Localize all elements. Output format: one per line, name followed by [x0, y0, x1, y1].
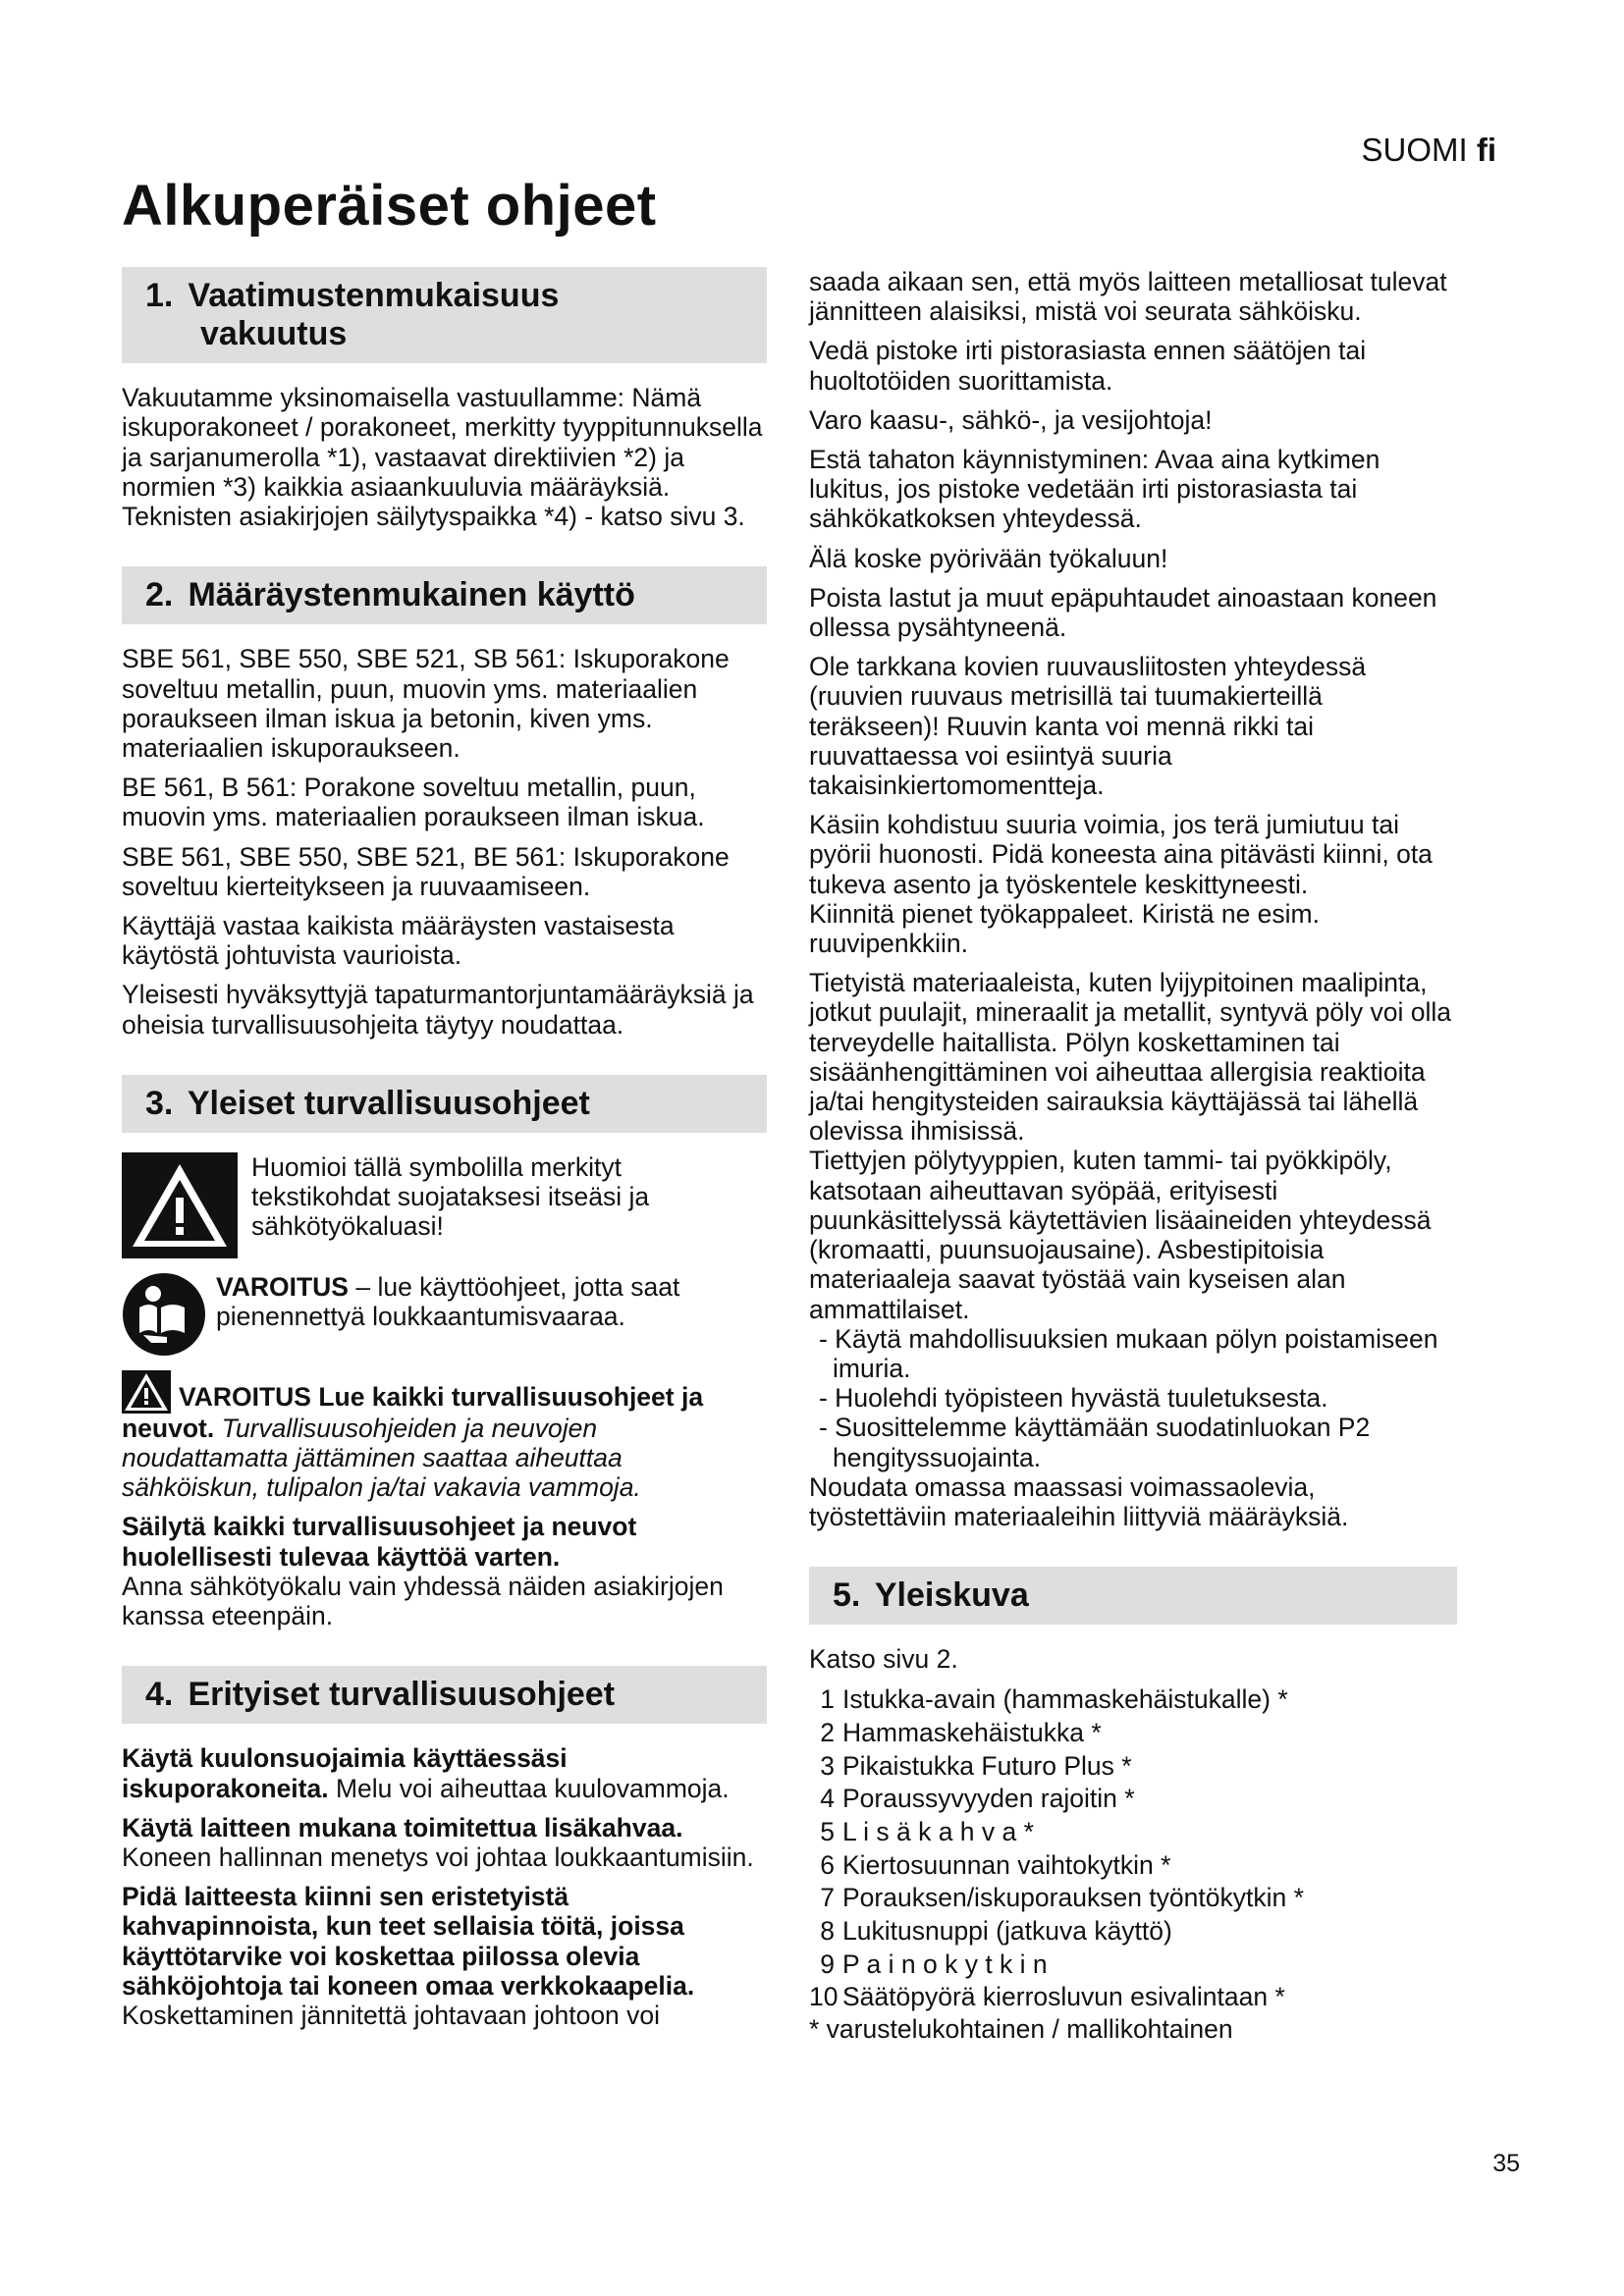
left-column — [122, 267, 767, 2040]
section-title: Erityiset turvallisuusohjeet — [188, 1676, 616, 1714]
safety-paragraph: Poista lastut ja muut epäpuhtaudet ainoastaan koneen ollessa pysähtyneenä. — [809, 582, 1437, 643]
list-item: 5 L i s ä k a h v a * — [820, 1816, 1034, 1846]
list-item: - Huolehdi työpisteen hyvästä tuuletuksesta. — [819, 1383, 1328, 1414]
warning-italic-text: Turvallisuusohjeiden ja neuvojen noudattamatta jättäminen saattaa aiheuttaa sähköiskun, tulipalon ja/tai vakavia vammoja. — [122, 1413, 641, 1503]
safety-paragraph: Käsiin kohdistuu suuria voimia, jos terä jumiutuu tai pyörii huonosti. Pidä koneesta aina pitävästi kiinni, ota tukeva asento ja työskentele keskittyneesti. — [809, 810, 1433, 899]
list-item: 10 Säätöpyörä kierrosluvun esivalintaan * — [809, 1982, 1285, 2012]
section-number: 5. — [833, 1576, 861, 1615]
read-manual-warning — [122, 1272, 767, 1357]
section-number: 2. — [145, 576, 174, 614]
keep-instructions-bold: Säilytä kaikki turvallisuusohjeet ja neuvot huolellisesti tulevaa käyttöä varten. — [122, 1512, 637, 1572]
safety-paragraph — [122, 1743, 767, 1802]
safety-paragraph — [122, 1882, 767, 2030]
section-number: 4. — [145, 1676, 174, 1714]
page-number: 35 — [1492, 2150, 1520, 2177]
conformity-text: Vakuutamme yksinomaisella vastuullamme: Nämä iskuporakoneet / porakoneet, merkitty tyyppitunnuksella ja sarjanumerolla *1), vastaavat direktiivien *2) ja normien *3) kaikkia asiaankuuluvia määräyksiä. Teknisten asiakirjojen säilytyspaikka *4) - katso sivu 3. — [122, 383, 763, 531]
page-title: Alkuperäiset ohjeet — [122, 174, 657, 238]
warning-text: – lue käyttöohjeet, jotta saat pienennettyä loukkaantumisvaaraa. — [216, 1271, 680, 1332]
language-label — [1361, 132, 1496, 169]
safety-paragraph: Varo kaasu-, sähkö-, ja vesijohtoja! — [809, 404, 1213, 435]
warning-triangle-icon — [122, 1152, 238, 1258]
section-number: 3. — [145, 1084, 174, 1122]
warning-label: VAROITUS — [216, 1271, 349, 1302]
safety-text-continuation: saada aikaan sen, että myös laitteen metalliosat tulevat jännitteen alaisiksi, mistä voi seurata sähköisku. — [809, 267, 1447, 327]
usage-paragraph: SBE 561, SBE 550, SBE 521, SB 561: Iskuporakone soveltuu metallin, puun, muovin yms. materiaalien poraukseen ilman iskua ja betonin, kiven yms. materiaalien iskuporaukseen. — [122, 644, 730, 763]
warning-symbol-note — [122, 1152, 767, 1258]
safety-paragraph — [122, 1813, 767, 1872]
section-title: Yleiset turvallisuusohjeet — [187, 1084, 590, 1122]
section-3-heading — [122, 1075, 767, 1133]
safety-bold: Pidä laitteesta kiinni sen eristetyistä kahvapinnoista, kun teet sellaisia töitä, joissa käyttötarvike voi koskettaa piilossa olevia sähköjohtoja tai koneen omaa verkkokaapelia. — [122, 1882, 695, 2001]
symbol-note-text: Huomioi tällä symbolilla merkityt tekstikohdat suojataksesi itseäsi ja sähkötyökaluasi! — [251, 1151, 650, 1242]
section-title-line1: Vaatimustenmukaisuus — [188, 277, 560, 314]
warning-paragraph — [122, 1370, 767, 1503]
section-4-heading — [122, 1666, 767, 1724]
safety-bold: Käytä laitteen mukana toimitettua lisäkahvaa. — [122, 1812, 683, 1842]
safety-paragraph: Noudata omassa maassasi voimassaolevia, työstettäviin materiaaleihin liittyviä määräyksiä. — [809, 1471, 1349, 1531]
usage-paragraph: Käyttäjä vastaa kaikista määräysten vastaisesta käytöstä johtuvista vaurioista. — [122, 910, 675, 971]
list-item: 9 P a i n o k y t k i n — [820, 1949, 1048, 1979]
safety-text: Melu voi aiheuttaa kuulovammoja. — [335, 1773, 730, 1803]
overview-intro: Katso sivu 2. — [809, 1644, 958, 1675]
safety-paragraph: Ole tarkkana kovien ruuvausliitosten yhteydessä (ruuvien ruuvaus metrisillä tai tuumakierteillä teräkseen)! Ruuvin kanta voi mennä rikki tai ruuvattaessa voi esiintyä suuria takaisinkiertomomentteja. — [809, 652, 1367, 801]
section-1-heading — [122, 267, 767, 363]
footnote: * varustelukohtainen / mallikohtainen — [809, 2013, 1233, 2044]
safety-text: Koneen hallinnan menetys voi johtaa loukkaantumisiin. — [122, 1842, 754, 1872]
safety-paragraph: Älä koske pyörivään työkaluun! — [809, 543, 1168, 573]
right-column — [809, 267, 1457, 2054]
safety-paragraph: Estä tahaton käynnistyminen: Avaa aina kytkimen lukitus, jos pistoke vedetään irti pistorasiasta tai sähkökatkoksen yhteydessä. — [809, 445, 1380, 534]
section-2-heading — [122, 566, 767, 624]
list-item: 3 Pikaistukka Futuro Plus * — [820, 1750, 1132, 1781]
list-item: 8 Lukitusnuppi (jatkuva käyttö) — [820, 1915, 1172, 1946]
safety-paragraph: Tiettyjen pölytyyppien, kuten tammi- tai pyökkipöly, katsotaan aiheuttavan syöpää, erityisesti puunkäsittelyssä käytettävien lisäaineiden yhteydessä (kromaatti, puunsuojausaine). Asbestipitoisia materiaaleja saavat työstää vain kyseisen alan ammattilaiset. — [809, 1146, 1432, 1324]
safety-paragraph: Vedä pistoke irti pistorasiasta ennen säätöjen tai huoltotöiden suorittamista. — [809, 336, 1367, 396]
section-title-line2: vakuutus — [200, 315, 348, 353]
warning-triangle-icon — [122, 1370, 171, 1414]
safety-text-continued: Koskettaminen jännitettä johtavaan johtoon voi — [122, 2000, 661, 2030]
list-item: 1 Istukka-avain (hammaskehäistukalle) * — [820, 1684, 1288, 1715]
safety-bold: Käytä kuulonsuojaimia käyttäessäsi iskuporakoneita. — [122, 1743, 568, 1803]
usage-paragraph: Yleisesti hyväksyttyjä tapaturmantorjuntamääräyksiä ja oheisia turvallisuusohjeita täytyy noudattaa. — [122, 980, 754, 1040]
usage-paragraph: SBE 561, SBE 550, SBE 521, BE 561: Iskuporakone soveltuu kierteitykseen ja ruuvaamiseen. — [122, 841, 730, 901]
section-title: Määräystenmukainen käyttö — [188, 576, 635, 614]
keep-instructions-paragraph — [122, 1512, 767, 1630]
read-manual-text — [216, 1272, 767, 1331]
safety-paragraph: Kiinnitä pienet työkappaleet. Kiristä ne esim. ruuvipenkkiin. — [809, 898, 1320, 959]
safety-paragraph: Tietyistä materiaaleista, kuten lyijypitoinen maalipinta, jotkut puulajit, mineraalit ja metallit, syntyvä pöly voi olla terveydelle haitallista. Pölyn koskettaminen tai sisäänhengittäminen voi aiheuttaa allergisia reaktioita ja/tai hengitysteiden sairauksia käyttäjässä tai lähellä olevissa ihmisissä. — [809, 968, 1451, 1147]
language-name: SUOMI — [1361, 132, 1468, 168]
keep-instructions-text: Anna sähkötyökalu vain yhdessä näiden asiakirjojen kanssa eteenpäin. — [122, 1571, 724, 1631]
list-item: 4 Poraussyvyyden rajoitin * — [820, 1784, 1135, 1814]
list-item: - Suosittelemme käyttämään suodatinluokan P2 hengityssuojainta. — [819, 1413, 1371, 1472]
warning-bold-text: VAROITUS Lue kaikki turvallisuusohjeet ja neuvot. — [122, 1381, 704, 1443]
section-5-heading — [809, 1567, 1457, 1625]
list-item: 2 Hammaskehäistukka * — [820, 1718, 1102, 1748]
section-number: 1. — [145, 277, 174, 314]
parts-list — [809, 1683, 1457, 2013]
usage-paragraph: BE 561, B 561: Porakone soveltuu metallin, puun, muovin yms. materiaalien poraukseen ilman iskua. — [122, 773, 705, 832]
section-title: Yleiskuva — [874, 1576, 1029, 1615]
list-item: 7 Porauksen/iskuporauksen työntökytkin * — [820, 1883, 1304, 1913]
list-item: - Käytä mahdollisuuksien mukaan pölyn poistamiseen imuria. — [819, 1323, 1438, 1383]
dust-measures-list — [809, 1324, 1457, 1472]
language-code: fi — [1476, 132, 1496, 168]
list-item: 6 Kiertosuunnan vaihtokytkin * — [820, 1849, 1171, 1880]
read-manual-icon — [122, 1272, 206, 1357]
